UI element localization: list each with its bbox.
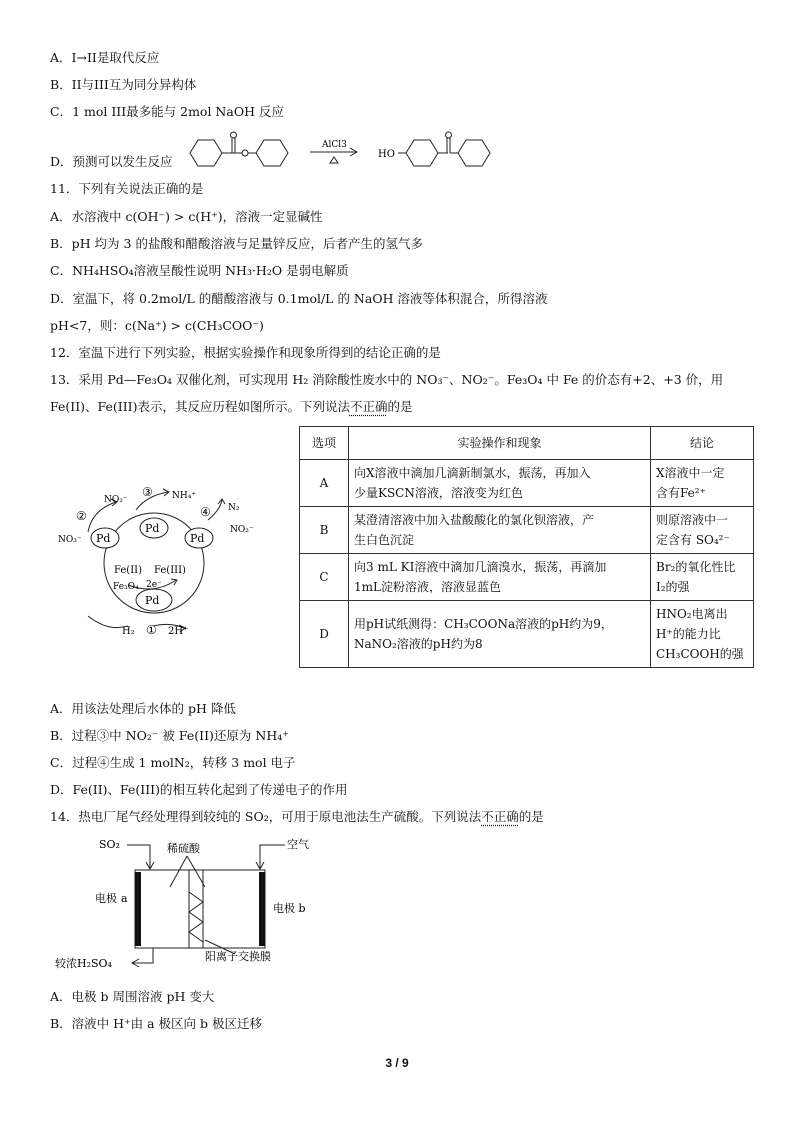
table-cell-conclusion bbox=[651, 554, 754, 601]
membrane-label: 阳离子交换膜 bbox=[205, 950, 271, 963]
q11-option-b: B．pH 均为 3 的盐酸和醋酸溶液与足量锌反应，后者产生的氢气多 bbox=[50, 236, 423, 251]
table-cell-operation bbox=[349, 601, 651, 668]
table-cell-conclusion bbox=[651, 460, 754, 507]
so2-label: SO₂ bbox=[99, 838, 120, 851]
electrode-b-label: 电极 b bbox=[273, 902, 306, 915]
page-number: 3 / 9 bbox=[385, 1056, 409, 1070]
table-row bbox=[300, 554, 754, 601]
conclusion-line: X溶液中一定 bbox=[656, 466, 725, 480]
fe3-label: Fe(III) bbox=[154, 565, 186, 576]
q14-emphasis: 不正确 bbox=[481, 809, 519, 824]
conclusion-line: CH₃COOH的强 bbox=[656, 647, 744, 661]
table-header-option: 选项 bbox=[300, 427, 349, 460]
no2-label-b: NO₂⁻ bbox=[230, 525, 254, 535]
q13-option-a: A．用该法处理后水体的 pH 降低 bbox=[50, 701, 236, 716]
q10-option-a: A．I→II是取代反应 bbox=[50, 50, 160, 65]
operation-line: 生白色沉淀 bbox=[354, 533, 415, 547]
table-header-operation: 实验操作和现象 bbox=[349, 427, 651, 460]
table-row bbox=[300, 460, 754, 507]
electrode-a-label-2: a bbox=[121, 892, 128, 905]
electrode-a-label-1: 电极 bbox=[95, 892, 117, 905]
circle-num-3: ③ bbox=[142, 485, 153, 499]
q10-option-c: C．1 mol III最多能与 2mol NaOH 反应 bbox=[50, 104, 284, 119]
table-cell-option: A bbox=[300, 460, 349, 507]
q11-stem: 11．下列有关说法正确的是 bbox=[50, 181, 204, 196]
acid-label: 稀硫酸 bbox=[167, 842, 200, 855]
pd-bottom: Pd bbox=[145, 594, 160, 607]
ho-label: HO bbox=[378, 149, 395, 160]
circle-num-2: ② bbox=[76, 509, 87, 523]
fe2-label: Fe(II) bbox=[114, 565, 143, 576]
q13-emphasis: 不正确 bbox=[349, 399, 388, 414]
table-cell-option: D bbox=[300, 601, 349, 668]
operation-line: 向3 mL KI溶液中滴加几滴溴水，振荡，再滴加 bbox=[354, 560, 607, 574]
output-label: 较浓H₂SO₄ bbox=[55, 957, 112, 970]
q14-stem-part1: 14．热电厂尾气经处理得到较纯的 SO₂，可用于原电池法生产硫酸。下列说法 bbox=[50, 809, 482, 824]
h2-label: H₂ bbox=[122, 626, 135, 637]
pd-left: Pd bbox=[96, 532, 111, 545]
q13-stem-line1: 13．采用 Pd—Fe₃O₄ 双催化剂，可实现用 H₂ 消除酸性废水中的 NO₃⁻、NO₂⁻。Fe₃O₄ 中 Fe 的价态有+2、+3 价，用 bbox=[50, 372, 724, 387]
air-label: 空气 bbox=[287, 838, 309, 851]
table-cell-option: B bbox=[300, 507, 349, 554]
q10-option-b: B．II与III互为同分异构体 bbox=[50, 77, 197, 92]
conclusion-line: 定含有 SO₄²⁻ bbox=[656, 533, 730, 547]
pd-top: Pd bbox=[145, 522, 160, 535]
conclusion-line: 则原溶液中一 bbox=[656, 513, 729, 527]
q13-option-b: B．过程③中 NO₂⁻ 被 Fe(II)还原为 NH₄⁺ bbox=[50, 728, 289, 743]
q12-experiment-table bbox=[299, 426, 754, 668]
q13-stem-line2 bbox=[50, 398, 413, 416]
q13-catalytic-cycle-diagram bbox=[58, 480, 273, 645]
q10-option-d: D．预测可以发生反应 bbox=[50, 154, 173, 169]
conclusion-line: Br₂的氧化性比 bbox=[656, 560, 736, 574]
conclusion-line: I₂的强 bbox=[656, 580, 690, 594]
operation-line: 某澄清溶液中加入盐酸酸化的氯化钡溶液，产 bbox=[354, 513, 595, 527]
no3-label: NO₃⁻ bbox=[58, 535, 82, 545]
table-header-conclusion: 结论 bbox=[651, 427, 754, 460]
table-cell-conclusion bbox=[651, 507, 754, 554]
q14-cell-diagram bbox=[55, 832, 345, 977]
table-cell-operation bbox=[349, 460, 651, 507]
n2-label: N₂ bbox=[228, 503, 240, 513]
q12-stem: 12．室温下进行下列实验，根据实验操作和现象所得到的结论正确的是 bbox=[50, 345, 441, 360]
table-header-row bbox=[300, 427, 754, 460]
q11-option-d-line1: D．室温下，将 0.2mol/L 的醋酸溶液与 0.1mol/L 的 NaOH 溶液等体积混合，所得溶液 bbox=[50, 291, 548, 306]
circle-num-4: ④ bbox=[200, 505, 211, 519]
operation-line: 用pH试纸测得：CH₃COONa溶液的pH约为9， bbox=[354, 617, 613, 631]
conclusion-line: H⁺的能力比 bbox=[656, 627, 721, 641]
table-cell-conclusion bbox=[651, 601, 754, 668]
q10-reaction-scheme bbox=[180, 128, 500, 178]
operation-line: 向X溶液中滴加几滴新制氯水，振荡，再加入 bbox=[354, 466, 591, 480]
q14-stem bbox=[50, 808, 544, 826]
reagent-label: AlCl3 bbox=[322, 140, 347, 150]
table-row bbox=[300, 601, 754, 668]
q11-option-d-line2: pH<7，则：c(Na⁺) > c(CH₃COO⁻) bbox=[50, 318, 264, 333]
operation-line: 少量KSCN溶液，溶液变为红色 bbox=[354, 486, 523, 500]
q11-option-a: A．水溶液中 c(OH⁻) > c(H⁺)，溶液一定显碱性 bbox=[50, 209, 323, 224]
pd-right: Pd bbox=[190, 532, 205, 545]
no2-label-a: NO₂⁻ bbox=[104, 495, 128, 505]
q13-option-c: C．过程④生成 1 molN₂，转移 3 mol 电子 bbox=[50, 755, 296, 770]
table-row bbox=[300, 507, 754, 554]
q14-option-b: B．溶液中 H⁺由 a 极区向 b 极区迁移 bbox=[50, 1016, 263, 1031]
conclusion-line: 含有Fe²⁺ bbox=[656, 486, 706, 500]
operation-line: NaNO₂溶液的pH约为8 bbox=[354, 637, 483, 651]
q13-option-d: D．Fe(II)、Fe(III)的相互转化起到了传递电子的作用 bbox=[50, 782, 348, 797]
q13-stem-part2: 的是 bbox=[387, 399, 413, 414]
fe3o4-label: Fe₃O₄ bbox=[113, 582, 139, 592]
operation-line: 1mL淀粉溶液，溶液显蓝色 bbox=[354, 580, 501, 594]
q13-stem-part1: Fe(II)、Fe(III)表示，其反应历程如图所示。下列说法 bbox=[50, 399, 350, 414]
table-cell-operation bbox=[349, 554, 651, 601]
circle-num-1: ① bbox=[146, 623, 157, 637]
table-cell-option: C bbox=[300, 554, 349, 601]
table-cell-operation bbox=[349, 507, 651, 554]
q14-stem-part2: 的是 bbox=[518, 809, 544, 824]
q11-option-c: C．NH₄HSO₄溶液呈酸性说明 NH₃·H₂O 是弱电解质 bbox=[50, 263, 349, 278]
electron-label: 2e⁻ bbox=[146, 580, 162, 590]
h-plus-label: 2H⁺ bbox=[168, 626, 189, 637]
q14-option-a: A．电极 b 周围溶液 pH 变大 bbox=[50, 989, 215, 1004]
conclusion-line: HNO₂电离出 bbox=[656, 607, 728, 621]
nh4-label: NH₄⁺ bbox=[172, 491, 197, 501]
